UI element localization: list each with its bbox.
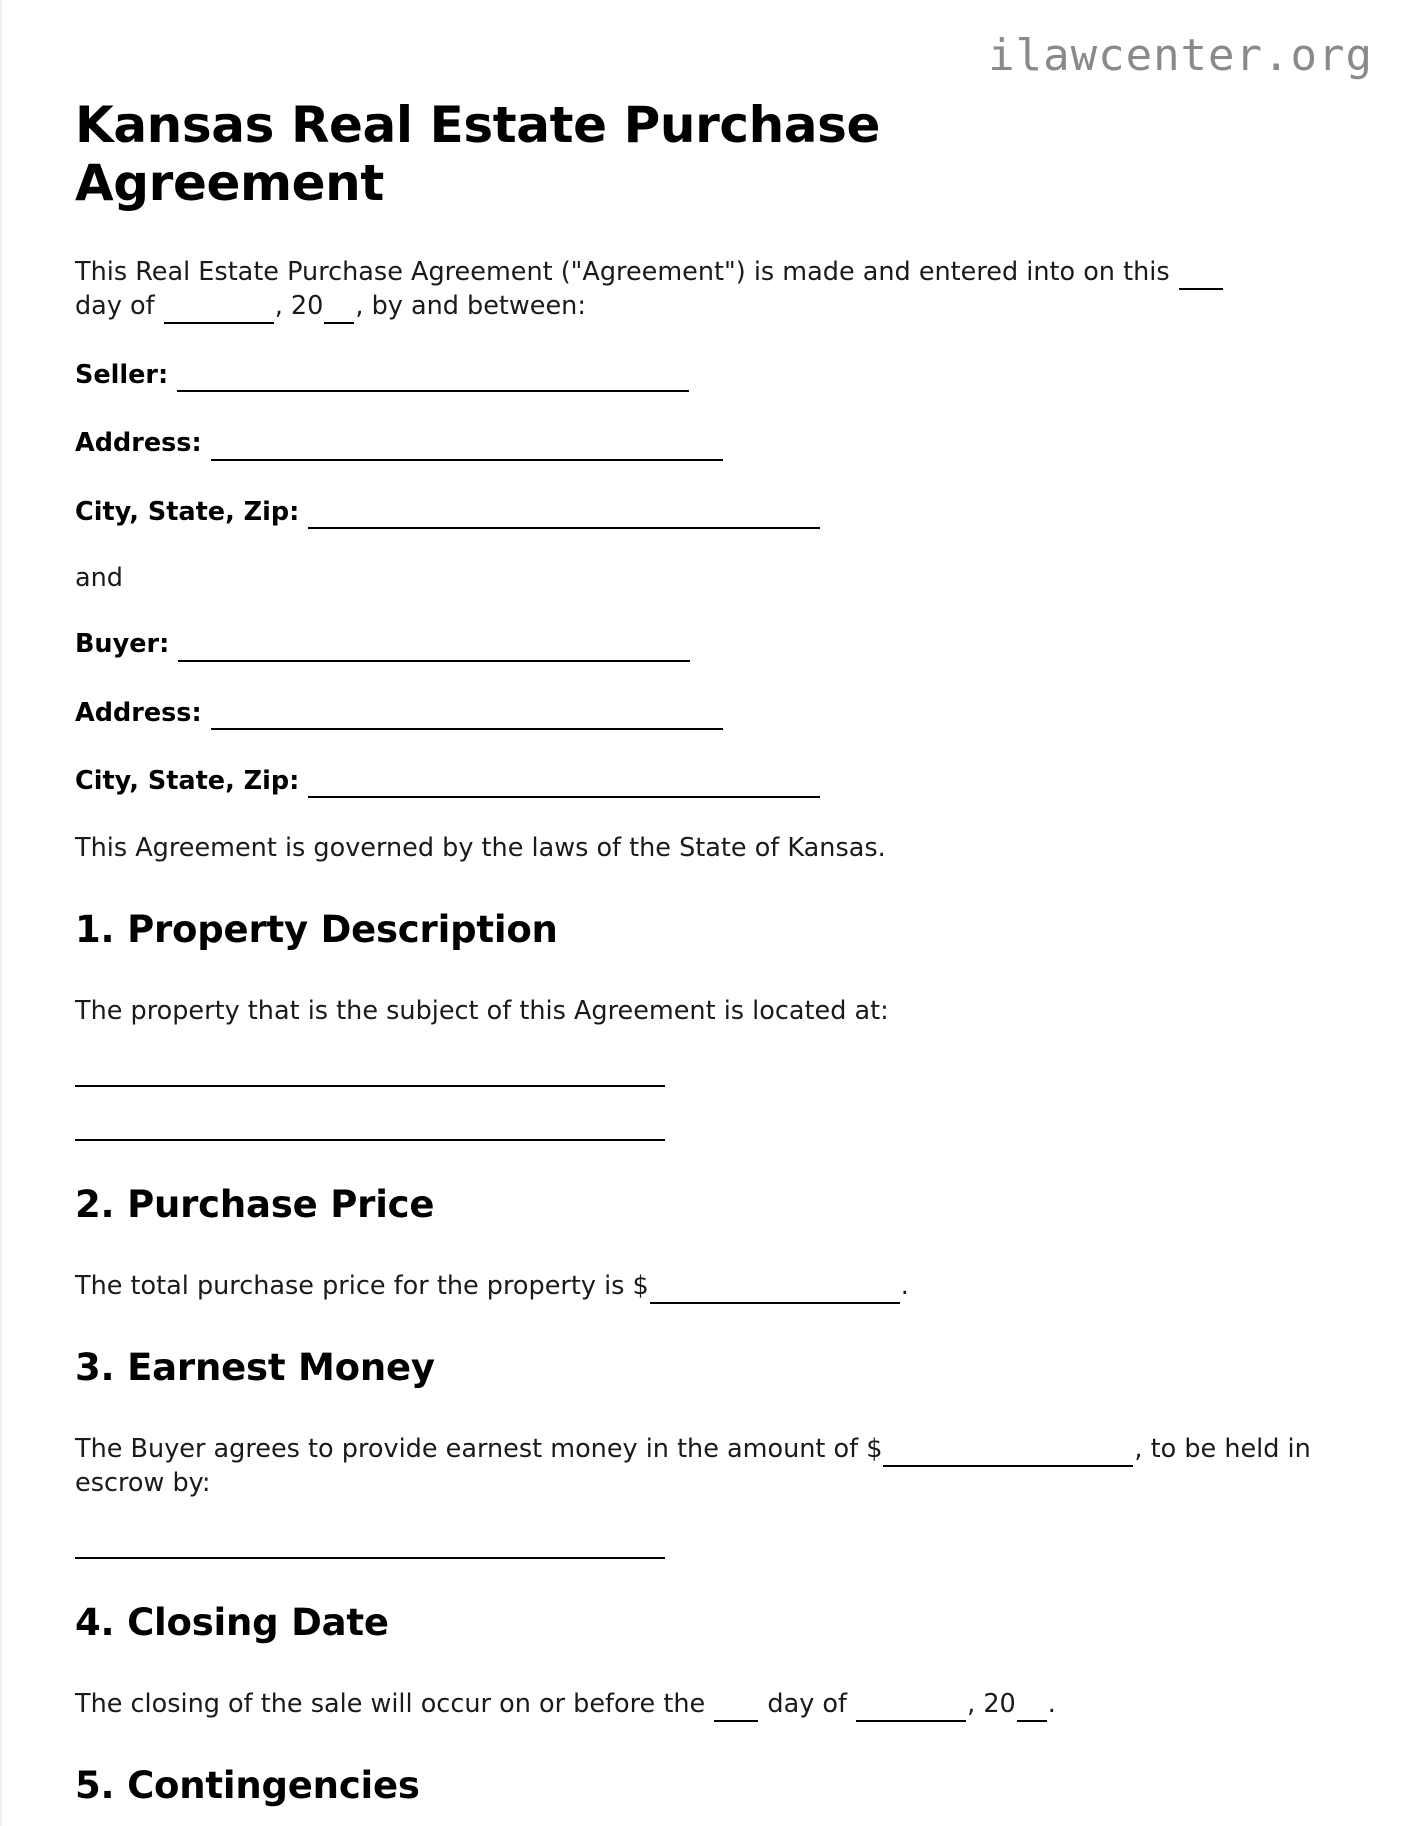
site-watermark: ilawcenter.org [988,30,1373,81]
escrow-holder-blank-line[interactable] [75,1557,665,1559]
earnest-money-text-before: The Buyer agrees to provide earnest money in the amount of $ [75,1434,883,1465]
closing-date-month-blank[interactable] [856,1696,966,1722]
seller-address-field [75,426,1335,460]
earnest-money-blank[interactable] [883,1441,1133,1467]
closing-date-body [75,1688,1335,1722]
document-content [75,96,1335,1807]
seller-city-state-zip-label: City, State, Zip: [75,496,300,527]
intro-paragraph [75,256,1335,324]
property-address-blank-line-2[interactable] [75,1139,665,1141]
buyer-address-field [75,696,1335,730]
intro-year-blank[interactable] [324,298,354,324]
buyer-city-state-zip-blank[interactable] [308,772,820,798]
property-description-body: The property that is the subject of this Agreement is located at: [75,996,889,1027]
purchase-price-blank[interactable] [650,1278,900,1304]
purchase-price-body [75,1270,1335,1304]
conjunction-and: and [75,563,123,594]
buyer-address-label: Address: [75,697,202,728]
section-heading-earnest-money: 3. Earnest Money [75,1346,435,1390]
seller-city-state-zip-blank[interactable] [308,503,820,529]
intro-day-blank[interactable] [1179,264,1223,290]
earnest-money-text-after: , to be held in escrow by: [75,1434,1311,1498]
intro-year-prefix: , 20 [274,290,324,321]
seller-address-blank[interactable] [211,434,723,460]
buyer-address-blank[interactable] [211,704,723,730]
page-title: Kansas Real Estate Purchase Agreement [75,96,880,212]
closing-date-text-before: The closing of the sale will occur on or before the [75,1688,714,1719]
intro-line2-tail: , by and between: [355,290,586,321]
closing-date-year-blank[interactable] [1017,1696,1047,1722]
buyer-city-state-zip-label: City, State, Zip: [75,765,300,796]
section-heading-contingencies: 5. Contingencies [75,1763,420,1807]
seller-name-field [75,358,1335,392]
closing-date-year-prefix: , 20 [967,1688,1016,1719]
seller-address-label: Address: [75,428,202,459]
closing-date-day-of-text: day of [759,1688,856,1719]
section-heading-purchase-price: 2. Purchase Price [75,1183,435,1227]
closing-date-day-blank[interactable] [714,1696,758,1722]
governing-law-paragraph: This Agreement is governed by the laws of the State of Kansas. [75,833,886,864]
page-left-edge [0,0,2,1826]
intro-day-of-text: day of [75,290,163,321]
section-heading-closing-date: 4. Closing Date [75,1600,389,1644]
section-heading-property-description: 1. Property Description [75,908,558,952]
property-address-blank-line-1[interactable] [75,1085,665,1087]
buyer-name-field [75,627,1335,661]
buyer-city-state-zip-field [75,764,1335,798]
seller-name-blank[interactable] [177,366,689,392]
intro-line1-text: This Real Estate Purchase Agreement ("Agreement") is made and entered into on this [75,257,1178,287]
seller-city-state-zip-field [75,495,1335,529]
earnest-money-body [75,1433,1335,1501]
purchase-price-text-after: . [900,1271,909,1302]
buyer-name-blank[interactable] [178,635,690,661]
purchase-price-text-before: The total purchase price for the property is $ [75,1271,649,1302]
closing-date-text-end: . [1047,1688,1056,1719]
intro-month-blank[interactable] [164,298,274,324]
seller-name-label: Seller: [75,359,169,390]
buyer-name-label: Buyer: [75,629,170,660]
